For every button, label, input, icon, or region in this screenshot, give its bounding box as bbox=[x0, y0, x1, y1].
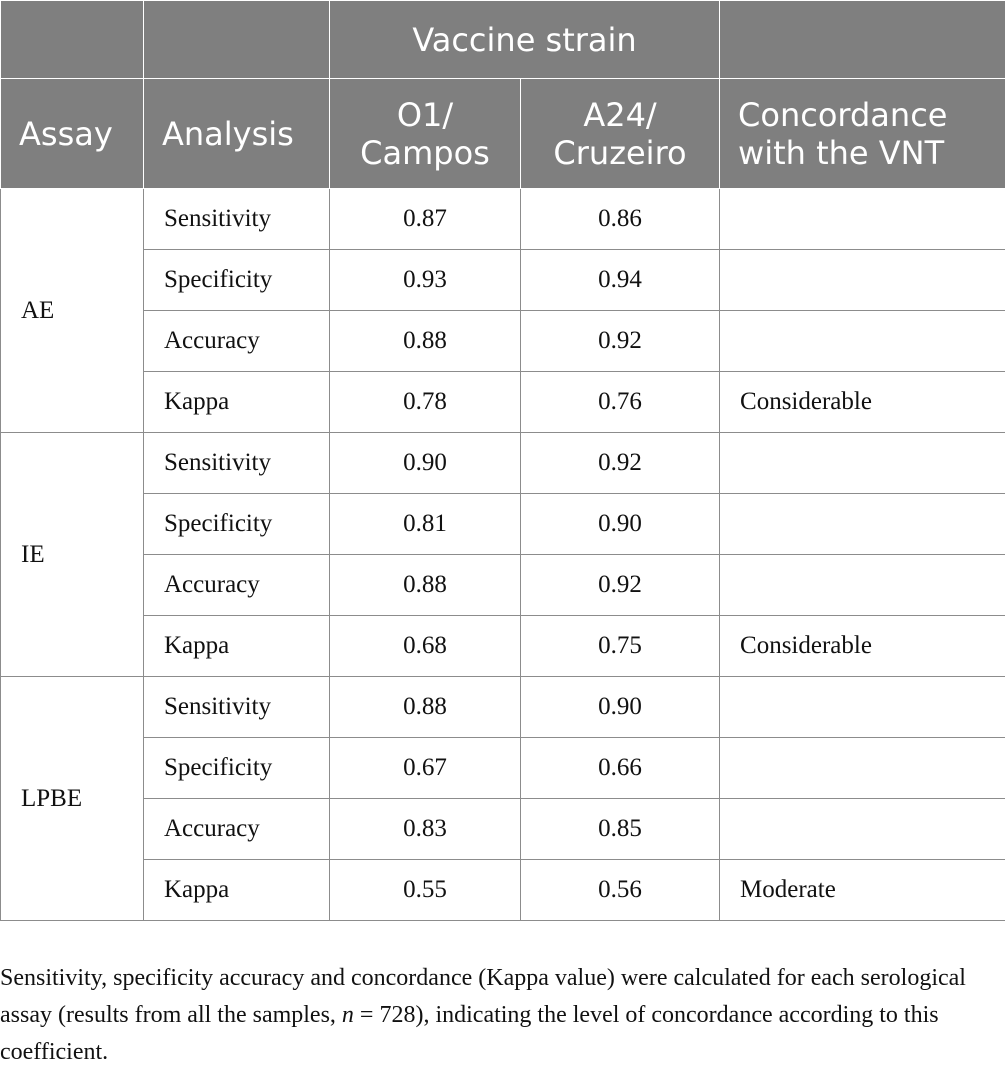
header-o1-line1: O1/ bbox=[397, 96, 453, 134]
o1-value-cell: 0.87 bbox=[330, 189, 521, 250]
a24-value-cell: 0.66 bbox=[521, 738, 720, 799]
concordance-cell bbox=[720, 555, 1005, 616]
analysis-cell: Specificity bbox=[144, 738, 330, 799]
concordance-cell: Considerable bbox=[720, 616, 1005, 677]
analysis-cell: Kappa bbox=[144, 372, 330, 433]
concordance-cell bbox=[720, 677, 1005, 738]
analysis-cell: Sensitivity bbox=[144, 677, 330, 738]
analysis-cell: Accuracy bbox=[144, 555, 330, 616]
header-a24-line1: A24/ bbox=[583, 96, 656, 134]
table-row bbox=[1, 433, 1005, 494]
table-row bbox=[1, 677, 1005, 738]
analysis-cell: Specificity bbox=[144, 494, 330, 555]
table-row bbox=[1, 189, 1005, 250]
header-concordance-line2: with the VNT bbox=[738, 134, 944, 172]
table-row bbox=[1, 311, 1005, 372]
a24-value-cell: 0.92 bbox=[521, 555, 720, 616]
concordance-cell bbox=[720, 433, 1005, 494]
analysis-cell: Accuracy bbox=[144, 799, 330, 860]
analysis-cell: Kappa bbox=[144, 860, 330, 921]
a24-value-cell: 0.90 bbox=[521, 494, 720, 555]
assay-cell: IE bbox=[1, 433, 144, 677]
a24-value-cell: 0.75 bbox=[521, 616, 720, 677]
a24-value-cell: 0.76 bbox=[521, 372, 720, 433]
concordance-cell bbox=[720, 799, 1005, 860]
header-a24-line2: Cruzeiro bbox=[553, 134, 686, 172]
table-row bbox=[1, 860, 1005, 921]
table-row bbox=[1, 555, 1005, 616]
header-concordance bbox=[720, 79, 1005, 189]
header-o1-line2: Campos bbox=[360, 134, 490, 172]
table-footnote bbox=[0, 960, 990, 1071]
table-row bbox=[1, 250, 1005, 311]
analysis-cell: Sensitivity bbox=[144, 189, 330, 250]
concordance-cell bbox=[720, 738, 1005, 799]
analysis-cell: Sensitivity bbox=[144, 433, 330, 494]
assay-cell: AE bbox=[1, 189, 144, 433]
o1-value-cell: 0.88 bbox=[330, 555, 521, 616]
a24-value-cell: 0.92 bbox=[521, 311, 720, 372]
assay-cell: LPBE bbox=[1, 677, 144, 921]
concordance-cell: Moderate bbox=[720, 860, 1005, 921]
table-row bbox=[1, 799, 1005, 860]
header-vaccine-strain: Vaccine strain bbox=[330, 1, 720, 79]
header-o1-campos bbox=[330, 79, 521, 189]
o1-value-cell: 0.78 bbox=[330, 372, 521, 433]
a24-value-cell: 0.90 bbox=[521, 677, 720, 738]
table-header bbox=[1, 1, 1005, 189]
o1-value-cell: 0.88 bbox=[330, 311, 521, 372]
table-row bbox=[1, 616, 1005, 677]
concordance-cell: Considerable bbox=[720, 372, 1005, 433]
o1-value-cell: 0.90 bbox=[330, 433, 521, 494]
header-concordance-line1: Concordance bbox=[738, 96, 947, 134]
header-blank-3 bbox=[720, 1, 1005, 79]
analysis-cell: Accuracy bbox=[144, 311, 330, 372]
a24-value-cell: 0.92 bbox=[521, 433, 720, 494]
a24-value-cell: 0.56 bbox=[521, 860, 720, 921]
table-row bbox=[1, 372, 1005, 433]
o1-value-cell: 0.81 bbox=[330, 494, 521, 555]
concordance-cell bbox=[720, 250, 1005, 311]
o1-value-cell: 0.83 bbox=[330, 799, 521, 860]
table-row bbox=[1, 738, 1005, 799]
a24-value-cell: 0.85 bbox=[521, 799, 720, 860]
footnote-n-symbol: n bbox=[342, 1002, 354, 1028]
header-analysis: Analysis bbox=[144, 79, 330, 189]
header-assay: Assay bbox=[1, 79, 144, 189]
o1-value-cell: 0.88 bbox=[330, 677, 521, 738]
o1-value-cell: 0.55 bbox=[330, 860, 521, 921]
o1-value-cell: 0.93 bbox=[330, 250, 521, 311]
header-blank-1 bbox=[1, 1, 144, 79]
o1-value-cell: 0.67 bbox=[330, 738, 521, 799]
analysis-cell: Kappa bbox=[144, 616, 330, 677]
table-row bbox=[1, 494, 1005, 555]
a24-value-cell: 0.94 bbox=[521, 250, 720, 311]
concordance-cell bbox=[720, 189, 1005, 250]
footnote-text-before: Sensitivity, specificity accuracy and concordance (Kappa value) were calculated for each serological assay (results from all the samples, bbox=[0, 965, 966, 1028]
header-blank-2 bbox=[144, 1, 330, 79]
o1-value-cell: 0.68 bbox=[330, 616, 521, 677]
concordance-cell bbox=[720, 494, 1005, 555]
analysis-cell: Specificity bbox=[144, 250, 330, 311]
concordance-cell bbox=[720, 311, 1005, 372]
table-body bbox=[1, 189, 1005, 921]
a24-value-cell: 0.86 bbox=[521, 189, 720, 250]
footnote-text-after: = 728), indicating the level of concordance according to this coefficient. bbox=[0, 1002, 939, 1065]
header-a24-cruzeiro bbox=[521, 79, 720, 189]
